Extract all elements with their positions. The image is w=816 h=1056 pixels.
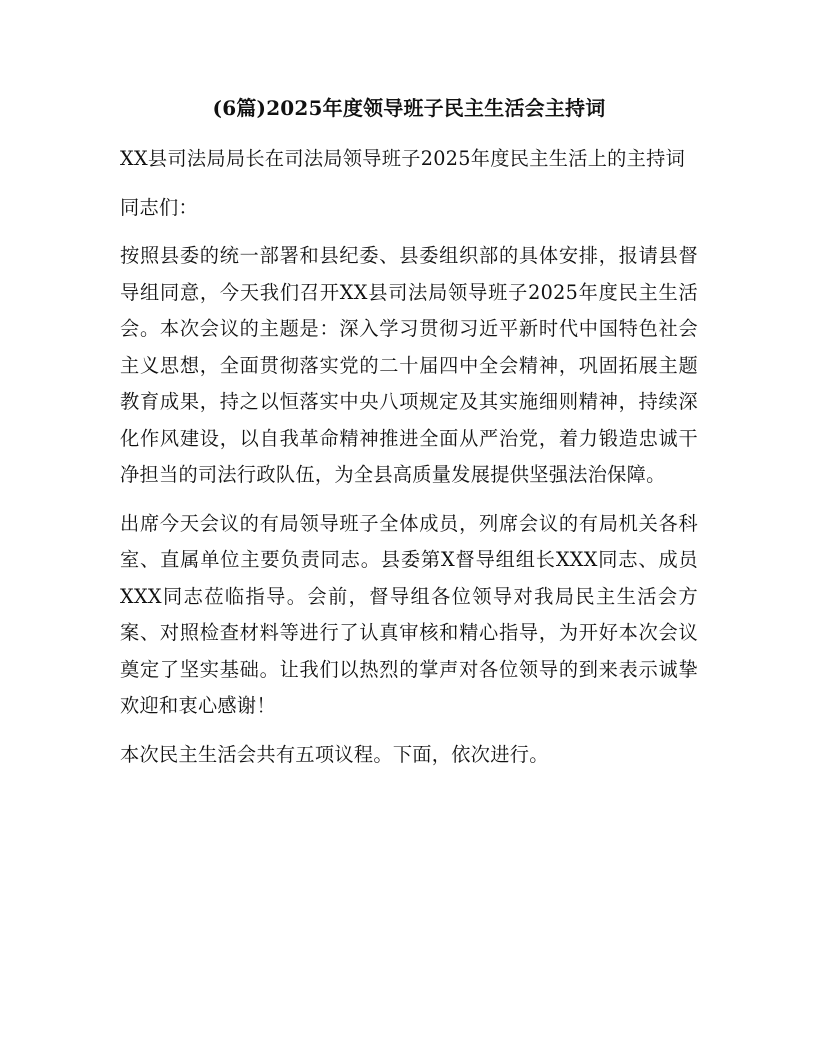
paragraph-attendees: 出席今天会议的有局领导班子全体成员，列席会议的有局机关各科室、直属单位主要负责同志。县委第X督导组组长XXX同志、成员XXX同志莅临指导。会前，督导组各位领导对我局民主生活会方案、对照检查材料等进行了认真审核和精心指导，为开好本次会议奠定了坚实基础。让我们以热烈的掌声对各位领导的到来表示诚挚欢迎和衷心感谢！	[120, 511, 698, 717]
document-title: (6篇)2025年度领导班子民主生活会主持词	[212, 96, 606, 120]
greeting: 同志们：	[120, 195, 198, 219]
paragraph-opening: 按照县委的统一部署和县纪委、县委组织部的具体安排，报请县督导组同意，今天我们召开XX县司法局领导班子2025年度民主生活会。本次会议的主题是：深入学习贯彻习近平新时代中国特色社会主义思想，全面贯彻落实党的二十届四中全会精神，巩固拓展主题教育成果，持之以恒落实中央八项规定及其实施细则精神，持续深化作风建设，以自我革命精神推进全面从严治党，着力锻造忠诚干净担当的司法行政队伍，为全县高质量发展提供坚强法治保障。	[120, 244, 698, 486]
document-subtitle: XX县司法局局长在司法局领导班子2025年度民主生活上的主持词	[120, 147, 686, 170]
paragraph-agenda: 本次民主生活会共有五项议程。下面，依次进行。	[120, 742, 549, 766]
document-page	[120, 88, 698, 785]
